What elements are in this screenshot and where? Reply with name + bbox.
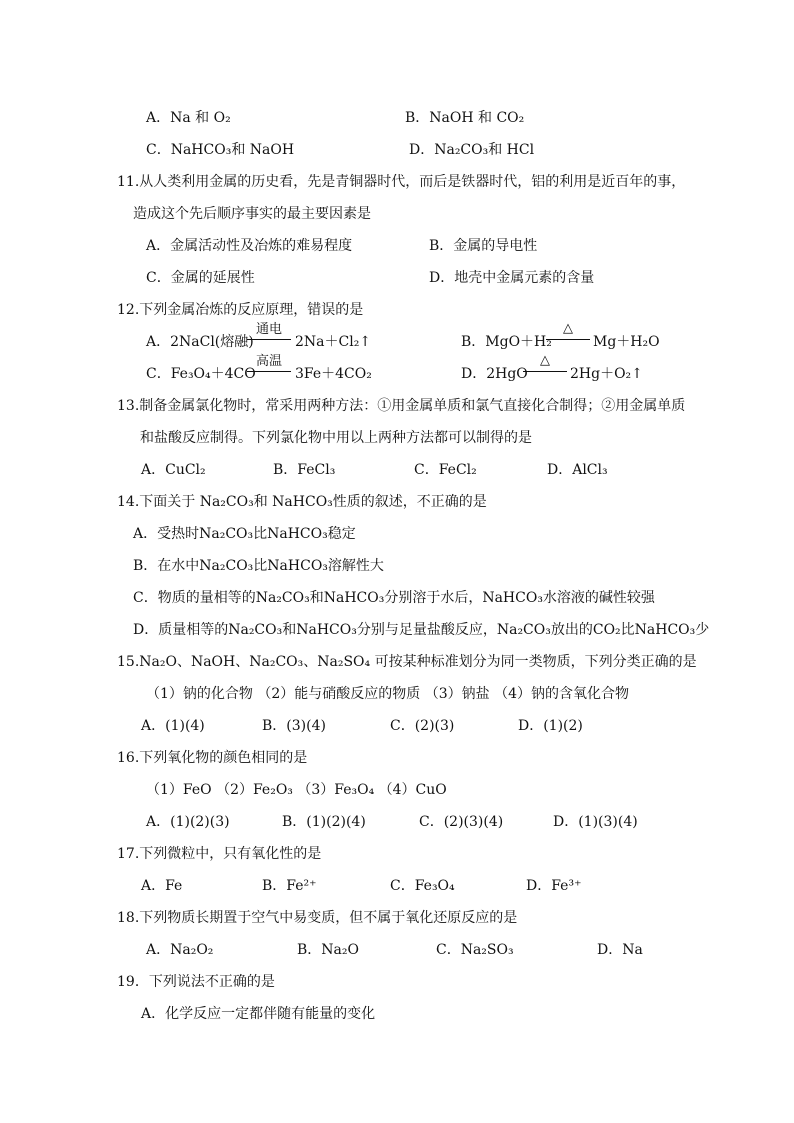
- q12-option-b-arrow-bar: [546, 339, 590, 340]
- q14-option-b: B．在水中Na₂CO₃比NaHCO₃溶解性大: [133, 558, 384, 574]
- q10-option-c: C．NaHCO₃和 NaOH: [146, 142, 295, 158]
- q12-option-d-condition: △: [540, 353, 550, 368]
- q18-option-b: B．Na₂O: [297, 942, 359, 958]
- q16-stem: 16.下列氧化物的颜色相同的是: [117, 750, 308, 766]
- q15-items: （1）钠的化合物 （2）能与硝酸反应的物质 （3）钠盐 （4）钠的含氧化合物: [146, 686, 629, 702]
- q12-option-b-reactants: B．MgO＋H₂: [461, 334, 552, 350]
- q13-stem-line2: 和盐酸反应制得。下列氯化物中用以上两种方法都可以制得的是: [140, 430, 532, 446]
- q18-option-c: C．Na₂SO₃: [436, 942, 514, 958]
- q15-option-d: D．(1)(2): [518, 718, 583, 734]
- q19-option-a: A．化学反应一定都伴随有能量的变化: [141, 1006, 376, 1022]
- q17-option-d: D．Fe³⁺: [526, 878, 582, 894]
- q12-option-d-arrow-bar: [523, 371, 567, 372]
- q16-option-c: C．(2)(3)(4): [419, 814, 504, 830]
- q15-option-c: C．(2)(3): [390, 718, 455, 734]
- q12-option-b-products: Mg＋H₂O: [593, 334, 660, 350]
- q16-option-b: B．(1)(2)(4): [282, 814, 366, 830]
- q11-option-a: A．金属活动性及冶炼的难易程度: [146, 238, 353, 254]
- q15-option-a: A．(1)(4): [141, 718, 205, 734]
- q18-stem: 18.下列物质长期置于空气中易变质，但不属于氧化还原反应的是: [117, 910, 518, 926]
- q10-option-b: B．NaOH 和 CO₂: [405, 110, 525, 126]
- q18-option-d: D．Na: [597, 942, 643, 958]
- q11-stem-line1: 11.从人类利用金属的历史看，先是青铜器时代，而后是铁器时代，铝的利用是近百年的事，: [117, 174, 686, 190]
- q17-option-c: C．Fe₃O₄: [390, 878, 455, 894]
- q14-stem: 14.下面关于 Na₂CO₃和 NaHCO₃性质的叙述，不正确的是: [117, 494, 487, 510]
- q12-option-c-condition: 高温: [255, 354, 282, 369]
- q10-option-d: D．Na₂CO₃和 HCl: [409, 142, 535, 158]
- q13-option-a: A．CuCl₂: [141, 462, 206, 478]
- q19-stem: 19．下列说法不正确的是: [117, 974, 275, 990]
- q16-items: （1）FeO （2）Fe₂O₃ （3）Fe₃O₄ （4）CuO: [146, 782, 447, 798]
- q12-option-a-reactants: A．2NaCl(熔融): [146, 334, 254, 350]
- q12-option-d-products: 2Hg＋O₂↑: [570, 366, 643, 382]
- q12-option-c-reactants: C．Fe₃O₄＋4CO: [146, 366, 256, 382]
- q13-option-b: B．FeCl₃: [273, 462, 336, 478]
- q11-stem-line2: 造成这个先后顺序事实的最主要因素是: [133, 206, 371, 222]
- q11-option-d: D．地壳中金属元素的含量: [429, 270, 595, 286]
- q13-option-d: D．AlCl₃: [547, 462, 608, 478]
- q16-option-d: D．(1)(3)(4): [553, 814, 638, 830]
- q15-stem: 15.Na₂O、NaOH、Na₂CO₃、Na₂SO₄ 可按某种标准划分为同一类物质，下列分类正确的是: [117, 654, 697, 670]
- q15-option-b: B．(3)(4): [262, 718, 326, 734]
- q12-stem: 12.下列金属冶炼的反应原理，错误的是: [117, 302, 364, 318]
- q12-option-a-arrow-bar: [247, 339, 291, 340]
- q13-option-c: C．FeCl₂: [414, 462, 477, 478]
- q11-option-b: B．金属的导电性: [429, 238, 538, 254]
- q16-option-a: A．(1)(2)(3): [146, 814, 230, 830]
- q13-stem-line1: 13.制备金属氯化物时，常采用两种方法：①用金属单质和氯气直接化合制得；②用金属单质: [117, 398, 686, 414]
- q12-option-a-condition: 通电: [255, 322, 282, 337]
- q14-option-d: D．质量相等的Na₂CO₃和NaHCO₃分别与足量盐酸反应，Na₂CO₃放出的CO₂比NaHCO₃少: [133, 622, 710, 638]
- q18-option-a: A．Na₂O₂: [146, 942, 214, 958]
- q10-option-a: A．Na 和 O₂: [146, 110, 231, 126]
- q17-option-a: A．Fe: [141, 878, 183, 894]
- q14-option-c: C．物质的量相等的Na₂CO₃和NaHCO₃分别溶于水后，NaHCO₃水溶液的碱性较强: [133, 590, 655, 606]
- q17-option-b: B．Fe²⁺: [262, 878, 317, 894]
- q14-option-a: A．受热时Na₂CO₃比NaHCO₃稳定: [133, 526, 356, 542]
- q12-option-c-arrow-bar: [247, 371, 291, 372]
- q12-option-d-reactants: D．2HgO: [461, 366, 528, 382]
- q11-option-c: C．金属的延展性: [146, 270, 255, 286]
- q17-stem: 17.下列微粒中，只有氧化性的是: [117, 846, 322, 862]
- q12-option-c-products: 3Fe＋4CO₂: [295, 366, 372, 382]
- q12-option-a-products: 2Na＋Cl₂↑: [295, 334, 372, 350]
- q12-option-b-condition: △: [563, 321, 573, 336]
